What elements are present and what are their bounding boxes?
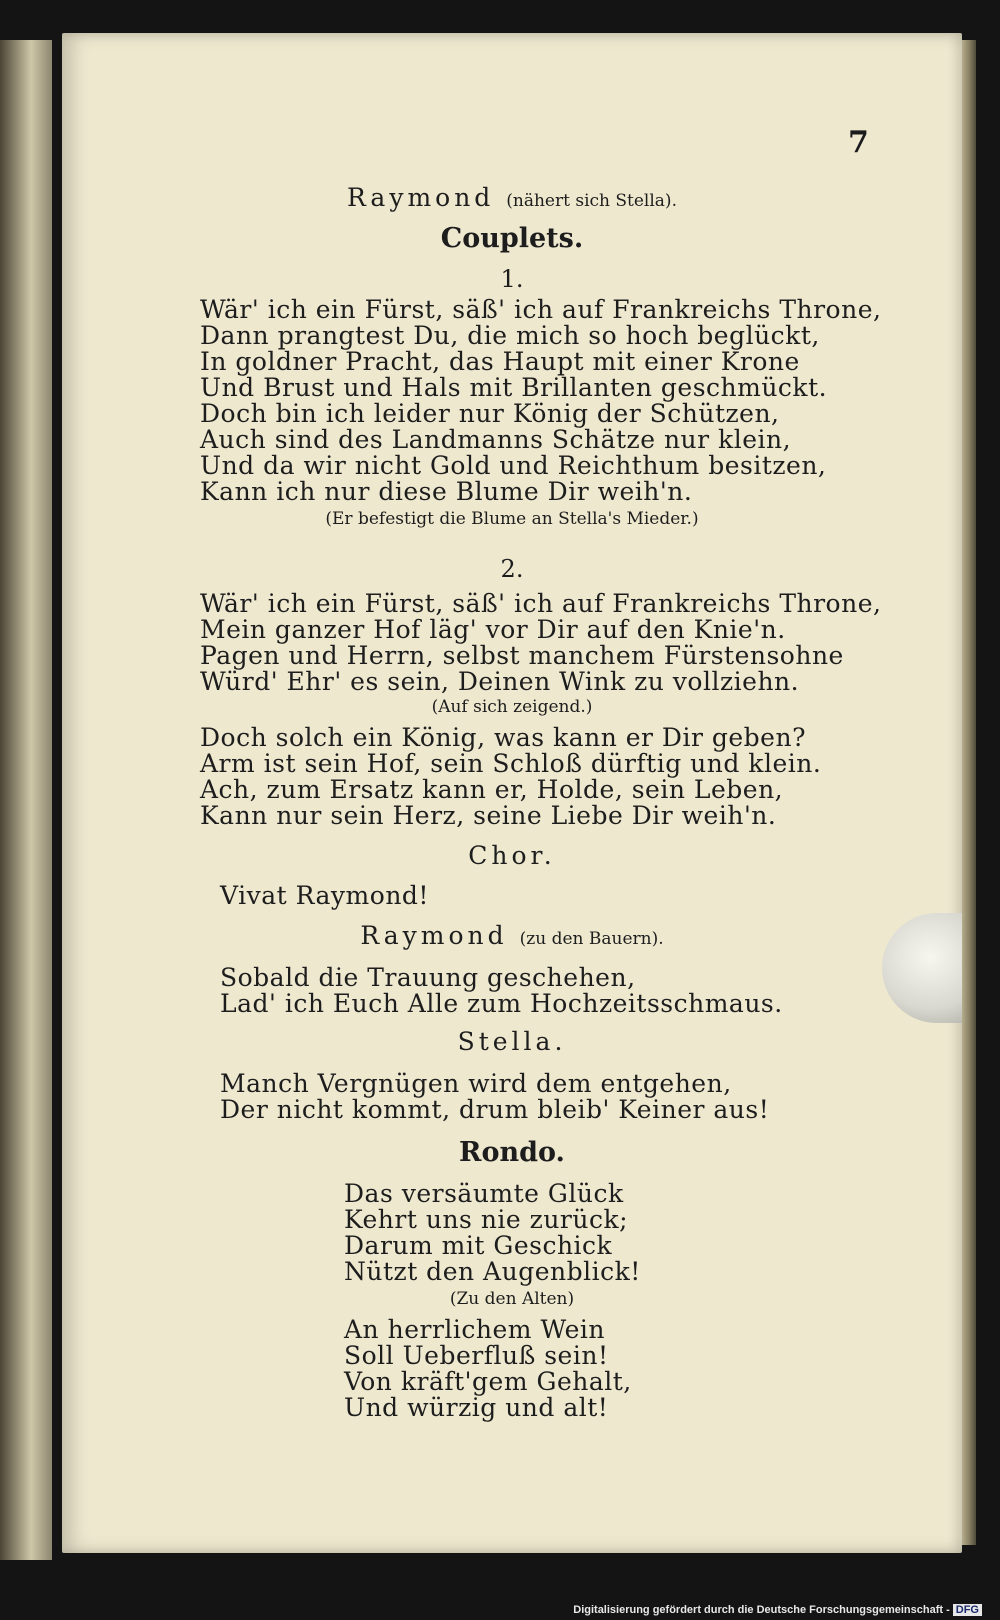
verse-number-2: 2. — [500, 555, 524, 583]
verse-line: Mein ganzer Hof läg' vor Dir auf den Knie'n. — [200, 615, 786, 644]
rondo-line: Nützt den Augenblick! — [344, 1257, 641, 1286]
verse-line: Und Brust und Hals mit Brillanten geschmückt. — [200, 373, 828, 402]
verse-line: Wär' ich ein Fürst, säß' ich auf Frankreichs Throne, — [200, 295, 882, 324]
stage-direction: (Zu den Alten) — [449, 1289, 575, 1309]
verse-line: Doch bin ich leider nur König der Schützen, — [200, 399, 780, 428]
raymond-line: Lad' ich Euch Alle zum Hochzeitsschmaus. — [220, 989, 783, 1018]
rondo-line: Soll Ueberfluß sein! — [344, 1341, 609, 1370]
speaker-name: Raymond — [360, 921, 508, 950]
speaker-name: Raymond — [347, 183, 495, 212]
stage-direction: (Er befestigt die Blume an Stella's Mieder.) — [325, 509, 699, 529]
rondo-line: Kehrt uns nie zurück; — [344, 1205, 629, 1234]
stage-direction: (Auf sich zeigend.) — [431, 697, 593, 717]
verse-line: Auch sind des Landmanns Schätze nur klein, — [200, 425, 792, 454]
chor-line: Vivat Raymond! — [220, 881, 429, 910]
page-edge-stack — [962, 40, 976, 1545]
rondo-line: An herrlichem Wein — [344, 1315, 605, 1344]
raymond-line: Sobald die Trauung geschehen, — [220, 963, 636, 992]
footer-text: Digitalisierung gefördert durch die Deutsche Forschungsgemeinschaft - — [573, 1604, 950, 1616]
stage-direction: (nähert sich Stella). — [506, 191, 677, 211]
verse-line: Doch solch ein König, was kann er Dir geben? — [200, 723, 806, 752]
book-page — [62, 33, 962, 1553]
section-title-couplets: Couplets. — [440, 223, 584, 254]
speaker-chor: Chor. — [468, 841, 556, 870]
dfg-logo: DFG — [953, 1604, 982, 1616]
stella-line: Der nicht kommt, drum bleib' Keiner aus! — [220, 1095, 770, 1124]
left-page-edge — [0, 40, 52, 1560]
stella-line: Manch Vergnügen wird dem entgehen, — [220, 1069, 732, 1098]
digitization-footer — [573, 1604, 982, 1616]
verse-line: Kann ich nur diese Blume Dir weih'n. — [200, 477, 693, 506]
verse-line: Wär' ich ein Fürst, säß' ich auf Frankreichs Throne, — [200, 589, 882, 618]
verse-line: Kann nur sein Herz, seine Liebe Dir weih'n. — [200, 801, 777, 830]
verse-line: Und da wir nicht Gold und Reichthum besitzen, — [200, 451, 827, 480]
rondo-line: Von kräft'gem Gehalt, — [344, 1367, 632, 1396]
rondo-line: Und würzig und alt! — [344, 1393, 609, 1422]
rondo-line: Das versäumte Glück — [344, 1179, 624, 1208]
rondo-line: Darum mit Geschick — [344, 1231, 613, 1260]
stage-direction: (zu den Bauern). — [519, 929, 664, 949]
section-title-rondo: Rondo. — [459, 1137, 565, 1168]
verse-number-1: 1. — [500, 265, 524, 293]
verse-line: Würd' Ehr' es sein, Deinen Wink zu vollziehn. — [200, 667, 800, 696]
speaker-stella: Stella. — [457, 1027, 567, 1056]
speaker-raymond — [62, 183, 962, 212]
page-number: 7 — [848, 125, 869, 160]
verse-line: Dann prangtest Du, die mich so hoch beglückt, — [200, 321, 820, 350]
verse-line: Pagen und Herrn, selbst manchem Fürstensohne — [200, 641, 844, 670]
verse-line: Ach, zum Ersatz kann er, Holde, sein Leben, — [200, 775, 784, 804]
speaker-raymond-2 — [62, 921, 962, 950]
verse-line: In goldner Pracht, das Haupt mit einer Krone — [200, 347, 800, 376]
verse-line: Arm ist sein Hof, sein Schloß dürftig und klein. — [200, 749, 822, 778]
